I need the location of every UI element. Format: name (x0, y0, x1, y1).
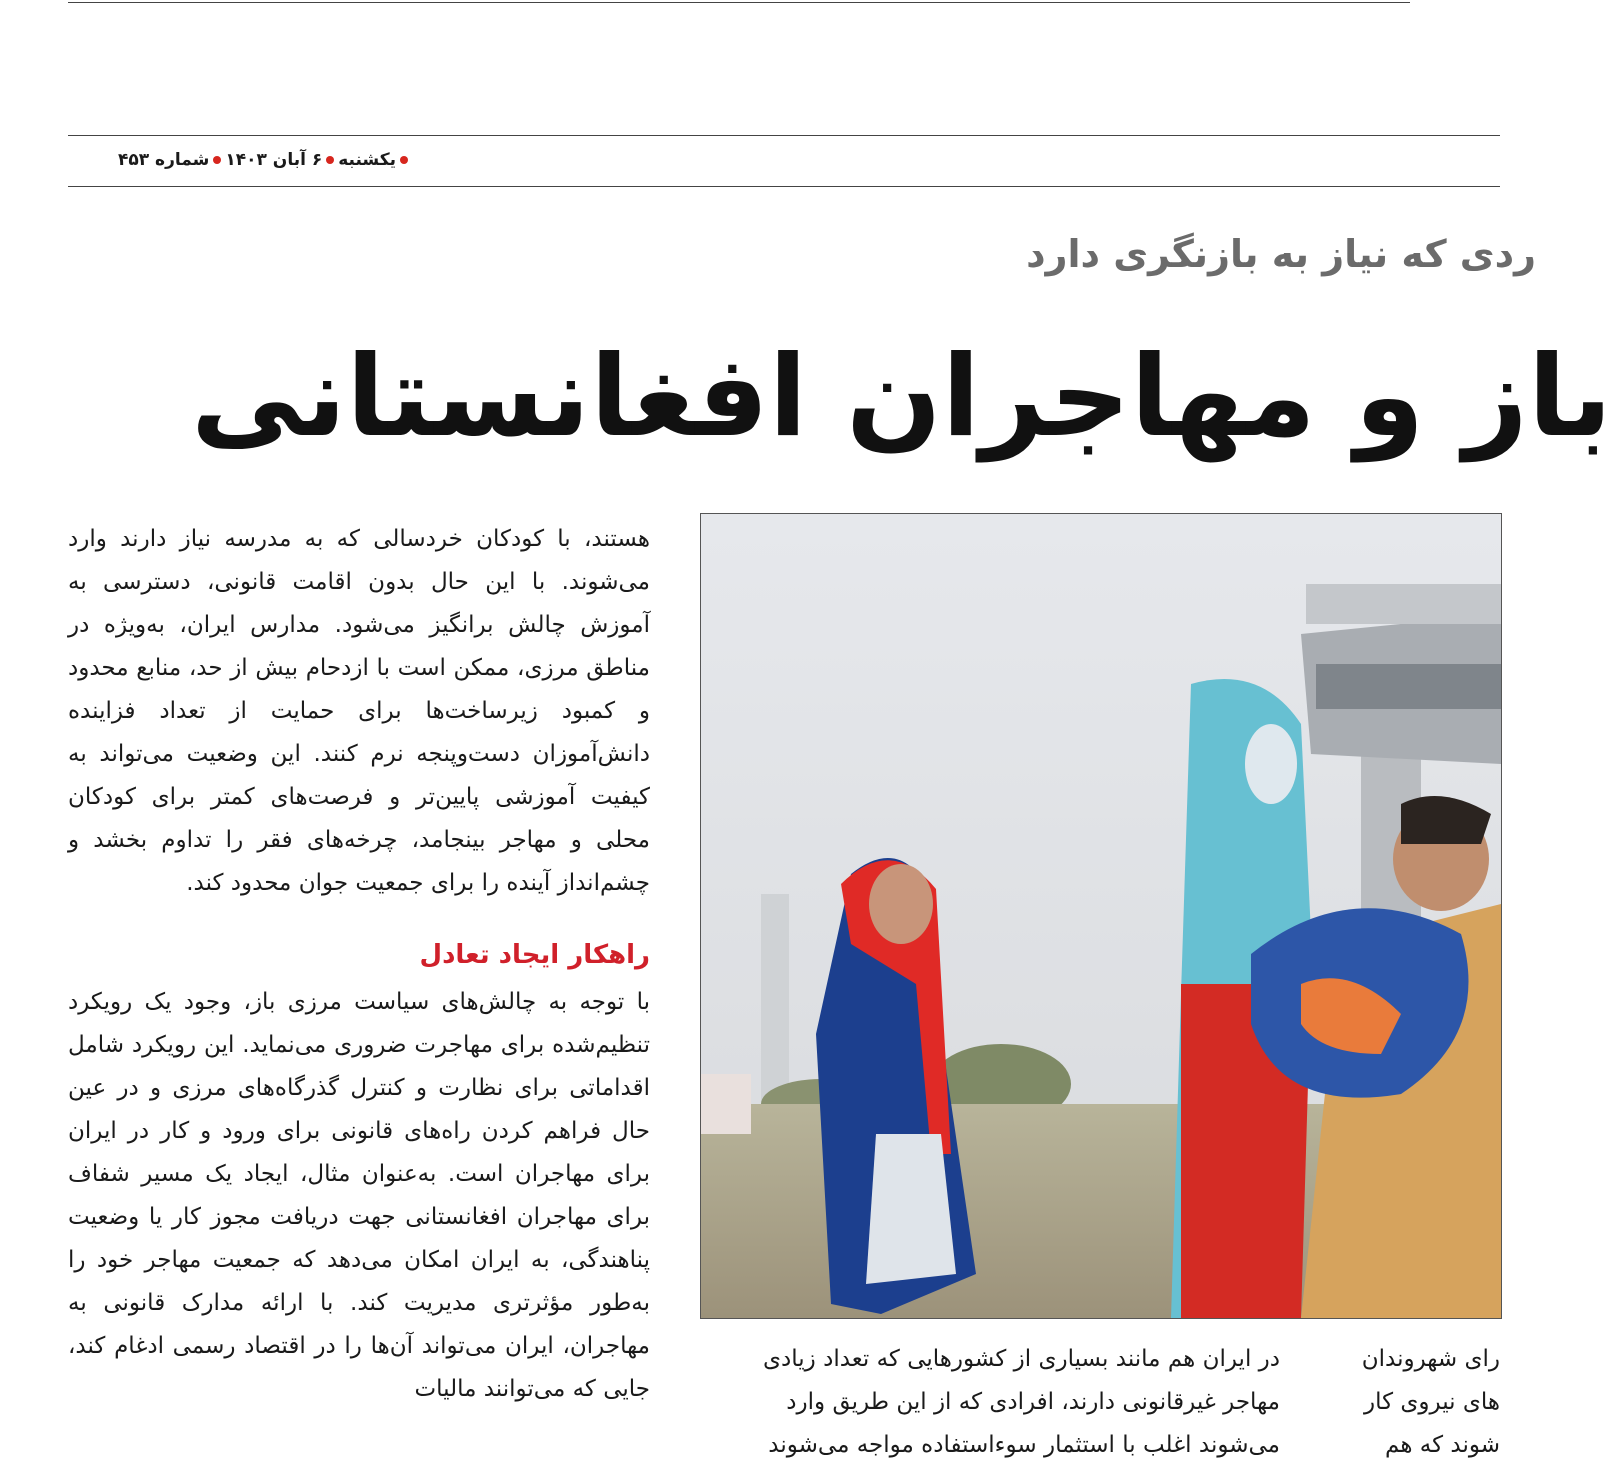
article-photo (700, 513, 1502, 1319)
right-column (1330, 1338, 1500, 1458)
text-line: های نیروی کار (1364, 1389, 1500, 1415)
article-paragraph: با توجه به چالش‌های سیاست مرزی باز، وجود یک رویکرد تنظیم‌شده برای مهاجرت ضروری می‌نماید. این رویکرد شامل اقداماتی برای نظارت و کنترل گذرگاه‌های مرزی و در عین حال فراهم کردن راه‌های قانونی برای ورود و کار در ایران برای مهاجران است. به‌عنوان مثال، ایجاد یک مسیر شفاف برای مهاجران افغانستانی جهت دریافت مجوز کار یا وضعیت پناهندگی، به ایران امکان می‌دهد که جمعیت مهاجر خود را به‌طور مؤثرتری مدیریت کند. با ارائه مدارک قانونی به مهاجران، ایران می‌تواند آن‌ها را در اقتصاد رسمی ادغام کند، جایی که می‌توانند مالیات (68, 989, 650, 1402)
issue-line (68, 144, 408, 176)
issue-day: یکشنبه (338, 150, 396, 170)
middle-column (700, 1338, 1280, 1458)
photo-illustration (701, 514, 1501, 1318)
text-line: مهاجر غیرقانونی دارند، افرادی که از این طریق وارد (786, 1389, 1280, 1415)
kicker: ردی که نیاز به بازنگری دارد (1026, 232, 1536, 276)
header-rule-top (68, 135, 1500, 136)
bullet-dot (400, 156, 408, 164)
article-paragraph: هستند، با کودکان خردسالی که به مدرسه نیاز دارند وارد می‌شوند. با این حال بدون اقامت قانونی، دسترسی به آموزش چالش برانگیز می‌شود. مدارس ایران، به‌ویژه در مناطق مرزی، ممکن است با ازدحام بیش از حد، منابع محدود و کمبود زیرساخت‌ها برای حمایت از تعداد فزاینده دانش‌آموزان دست‌وپنجه نرم کنند. این وضعیت می‌تواند به کیفیت آموزشی پایین‌تر و فرصت‌های کمتر برای کودکان محلی و مهاجر بینجامد، چرخه‌های فقر را تداوم بخشد و چشم‌انداز آینده را برای جمعیت جوان محدود کند. (68, 526, 650, 896)
bullet-dot (213, 156, 221, 164)
text-line: شوند که هم (1385, 1432, 1500, 1458)
text-line: می‌شوند اغلب با استثمار سوءاستفاده مواجه می‌شوند (768, 1432, 1280, 1458)
issue-number: شماره ۴۵۳ (117, 150, 210, 170)
header-rule-bottom (68, 186, 1500, 187)
headline: باز و مهاجران افغانستانی (190, 332, 1612, 462)
text-line: در ایران هم مانند بسیاری از کشورهایی که تعداد زیادی (763, 1346, 1280, 1372)
subheading: راهکار ایجاد تعادل (419, 940, 650, 970)
text-line: رای شهروندان (1361, 1346, 1500, 1372)
issue-date: ۶ آبان ۱۴۰۳ (225, 150, 323, 170)
bullet-dot (326, 156, 334, 164)
top-rule (68, 2, 1410, 3)
left-column (68, 518, 650, 1440)
